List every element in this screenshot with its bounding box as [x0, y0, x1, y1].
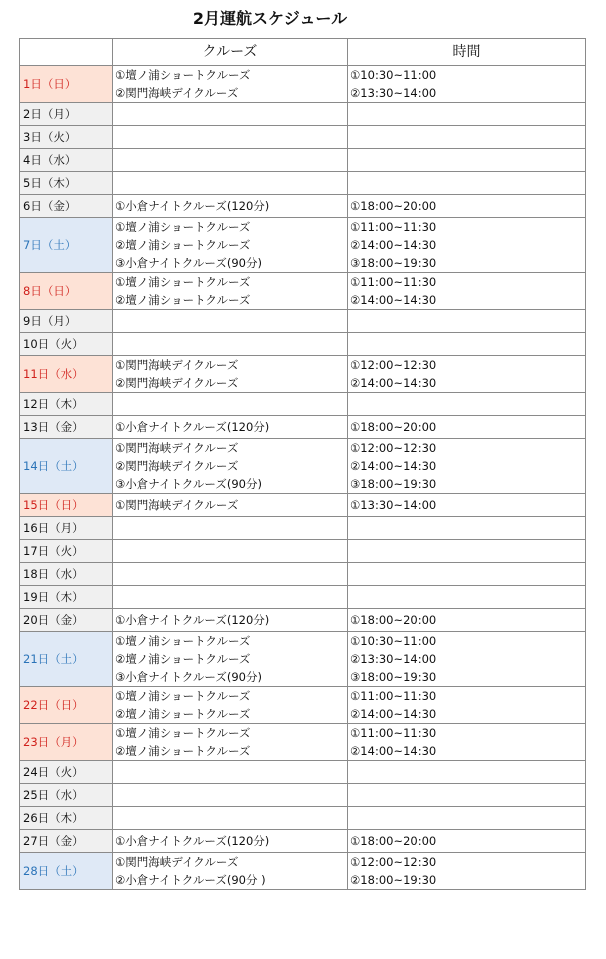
time-cell — [348, 172, 586, 195]
time-entry: ①12:00~12:30 — [350, 441, 437, 455]
day-cell: 23日（月） — [20, 724, 113, 761]
time-entry: ①11:00~11:30 — [350, 275, 437, 289]
day-cell: 3日（火） — [20, 126, 113, 149]
table-row — [20, 494, 586, 517]
cruise-entry: ③小倉ナイトクルーズ(90分) — [115, 256, 262, 270]
day-cell: 13日（金） — [20, 416, 113, 439]
day-cell: 12日（木） — [20, 393, 113, 416]
cruise-entry: ①小倉ナイトクルーズ(120分) — [115, 613, 270, 627]
day-cell: 1日（日） — [20, 66, 113, 103]
table-row — [20, 609, 586, 632]
time-entry: ③18:00~19:30 — [350, 256, 437, 270]
time-entry: ②14:00~14:30 — [350, 459, 437, 473]
cruise-entry: ①壇ノ浦ショートクルーズ — [115, 689, 251, 703]
table-row — [20, 784, 586, 807]
cruise-entry: ②壇ノ浦ショートクルーズ — [115, 238, 251, 252]
cruise-entry: ③小倉ナイトクルーズ(90分) — [115, 670, 262, 684]
header-day — [20, 39, 113, 66]
cruise-cell — [113, 439, 348, 494]
time-cell — [348, 310, 586, 333]
cruise-cell — [113, 195, 348, 218]
day-cell: 6日（金） — [20, 195, 113, 218]
day-cell: 16日（月） — [20, 517, 113, 540]
time-cell — [348, 563, 586, 586]
table-row — [20, 540, 586, 563]
time-entry: ①12:00~12:30 — [350, 855, 437, 869]
cruise-cell — [113, 830, 348, 853]
cruise-cell — [113, 563, 348, 586]
time-entry: ①18:00~20:00 — [350, 834, 437, 848]
time-cell — [348, 761, 586, 784]
time-entry: ①18:00~20:00 — [350, 420, 437, 434]
table-row — [20, 416, 586, 439]
day-cell: 2日（月） — [20, 103, 113, 126]
time-cell — [348, 540, 586, 563]
cruise-cell — [113, 517, 348, 540]
cruise-entry: ①小倉ナイトクルーズ(120分) — [115, 199, 270, 213]
cruise-cell — [113, 807, 348, 830]
cruise-cell — [113, 273, 348, 310]
table-row — [20, 853, 586, 890]
cruise-cell — [113, 540, 348, 563]
cruise-entry: ②壇ノ浦ショートクルーズ — [115, 707, 251, 721]
time-cell — [348, 784, 586, 807]
day-cell: 21日（土） — [20, 632, 113, 687]
time-cell — [348, 103, 586, 126]
time-entry: ①11:00~11:30 — [350, 220, 437, 234]
time-entry: ③18:00~19:30 — [350, 477, 437, 491]
cruise-entry: ①壇ノ浦ショートクルーズ — [115, 220, 251, 234]
cruise-cell — [113, 687, 348, 724]
day-cell: 15日（日） — [20, 494, 113, 517]
table-row — [20, 830, 586, 853]
table-row — [20, 195, 586, 218]
time-cell — [348, 494, 586, 517]
page-title: 2月運航スケジュール — [192, 9, 348, 28]
header-row — [20, 39, 586, 66]
header-cruise: クルーズ — [113, 39, 348, 66]
table-row — [20, 218, 586, 273]
table-row — [20, 439, 586, 494]
day-cell: 20日（金） — [20, 609, 113, 632]
time-cell — [348, 439, 586, 494]
cruise-cell — [113, 632, 348, 687]
table-row — [20, 172, 586, 195]
table-row — [20, 586, 586, 609]
time-cell — [348, 393, 586, 416]
day-cell: 25日（水） — [20, 784, 113, 807]
time-cell — [348, 609, 586, 632]
cruise-cell — [113, 784, 348, 807]
table-row — [20, 103, 586, 126]
cruise-cell — [113, 494, 348, 517]
cruise-entry: ②関門海峡デイクルーズ — [115, 459, 239, 473]
cruise-cell — [113, 356, 348, 393]
schedule-body — [20, 66, 586, 890]
cruise-entry: ①壇ノ浦ショートクルーズ — [115, 726, 251, 740]
cruise-cell — [113, 586, 348, 609]
cruise-entry: ①壇ノ浦ショートクルーズ — [115, 275, 251, 289]
day-cell: 22日（日） — [20, 687, 113, 724]
cruise-cell — [113, 126, 348, 149]
table-row — [20, 632, 586, 687]
time-entry: ②14:00~14:30 — [350, 238, 437, 252]
time-entry: ①18:00~20:00 — [350, 613, 437, 627]
cruise-entry: ②関門海峡デイクルーズ — [115, 86, 239, 100]
time-entry: ②13:30~14:00 — [350, 86, 437, 100]
table-row — [20, 807, 586, 830]
day-cell: 8日（日） — [20, 273, 113, 310]
time-cell — [348, 632, 586, 687]
cruise-entry: ①小倉ナイトクルーズ(120分) — [115, 834, 270, 848]
time-cell — [348, 853, 586, 890]
day-cell: 27日（金） — [20, 830, 113, 853]
time-cell — [348, 126, 586, 149]
cruise-entry: ①小倉ナイトクルーズ(120分) — [115, 420, 270, 434]
day-cell: 4日（水） — [20, 149, 113, 172]
day-cell: 14日（土） — [20, 439, 113, 494]
cruise-entry: ①関門海峡デイクルーズ — [115, 855, 239, 869]
cruise-entry: ②小倉ナイトクルーズ(90分 ) — [115, 873, 266, 887]
cruise-cell — [113, 149, 348, 172]
time-entry: ①18:00~20:00 — [350, 199, 437, 213]
time-cell — [348, 807, 586, 830]
day-cell: 24日（火） — [20, 761, 113, 784]
time-cell — [348, 830, 586, 853]
time-entry: ③18:00~19:30 — [350, 670, 437, 684]
time-entry: ②18:00~19:30 — [350, 873, 437, 887]
cruise-cell — [113, 66, 348, 103]
time-cell — [348, 687, 586, 724]
cruise-entry: ②壇ノ浦ショートクルーズ — [115, 744, 251, 758]
time-cell — [348, 333, 586, 356]
day-cell: 17日（火） — [20, 540, 113, 563]
header-time: 時間 — [348, 39, 586, 66]
time-entry: ①11:00~11:30 — [350, 689, 437, 703]
table-row — [20, 724, 586, 761]
table-row — [20, 310, 586, 333]
cruise-entry: ②壇ノ浦ショートクルーズ — [115, 293, 251, 307]
time-entry: ②14:00~14:30 — [350, 707, 437, 721]
time-entry: ①12:00~12:30 — [350, 358, 437, 372]
time-entry: ①10:30~11:00 — [350, 68, 437, 82]
cruise-cell — [113, 310, 348, 333]
schedule-table — [19, 38, 586, 890]
table-row — [20, 273, 586, 310]
time-cell — [348, 724, 586, 761]
day-cell: 19日（木） — [20, 586, 113, 609]
time-cell — [348, 517, 586, 540]
day-cell: 18日（水） — [20, 563, 113, 586]
table-row — [20, 517, 586, 540]
day-cell: 11日（水） — [20, 356, 113, 393]
time-cell — [348, 218, 586, 273]
cruise-cell — [113, 724, 348, 761]
day-cell: 28日（土） — [20, 853, 113, 890]
cruise-cell — [113, 393, 348, 416]
cruise-entry: ①関門海峡デイクルーズ — [115, 358, 239, 372]
time-entry: ②14:00~14:30 — [350, 293, 437, 307]
cruise-entry: ②関門海峡デイクルーズ — [115, 376, 239, 390]
cruise-entry: ①関門海峡デイクルーズ — [115, 498, 239, 512]
day-cell: 26日（木） — [20, 807, 113, 830]
cruise-cell — [113, 761, 348, 784]
cruise-cell — [113, 416, 348, 439]
day-cell: 10日（火） — [20, 333, 113, 356]
table-row — [20, 126, 586, 149]
cruise-entry: ①関門海峡デイクルーズ — [115, 441, 239, 455]
table-row — [20, 66, 586, 103]
table-row — [20, 393, 586, 416]
table-row — [20, 563, 586, 586]
cruise-cell — [113, 218, 348, 273]
day-cell: 9日（月） — [20, 310, 113, 333]
time-entry: ②14:00~14:30 — [350, 744, 437, 758]
time-entry: ①13:30~14:00 — [350, 498, 437, 512]
time-cell — [348, 356, 586, 393]
cruise-entry: ①壇ノ浦ショートクルーズ — [115, 68, 251, 82]
cruise-cell — [113, 609, 348, 632]
cruise-entry: ②壇ノ浦ショートクルーズ — [115, 652, 251, 666]
table-row — [20, 356, 586, 393]
time-entry: ②13:30~14:00 — [350, 652, 437, 666]
time-entry: ①11:00~11:30 — [350, 726, 437, 740]
time-cell — [348, 416, 586, 439]
cruise-cell — [113, 853, 348, 890]
table-row — [20, 687, 586, 724]
table-row — [20, 761, 586, 784]
time-cell — [348, 273, 586, 310]
cruise-cell — [113, 103, 348, 126]
day-cell: 7日（土） — [20, 218, 113, 273]
time-entry: ①10:30~11:00 — [350, 634, 437, 648]
cruise-cell — [113, 172, 348, 195]
table-row — [20, 333, 586, 356]
day-cell: 5日（木） — [20, 172, 113, 195]
time-cell — [348, 66, 586, 103]
cruise-entry: ①壇ノ浦ショートクルーズ — [115, 634, 251, 648]
cruise-cell — [113, 333, 348, 356]
cruise-entry: ③小倉ナイトクルーズ(90分) — [115, 477, 262, 491]
time-cell — [348, 195, 586, 218]
time-entry: ②14:00~14:30 — [350, 376, 437, 390]
time-cell — [348, 586, 586, 609]
time-cell — [348, 149, 586, 172]
table-row — [20, 149, 586, 172]
